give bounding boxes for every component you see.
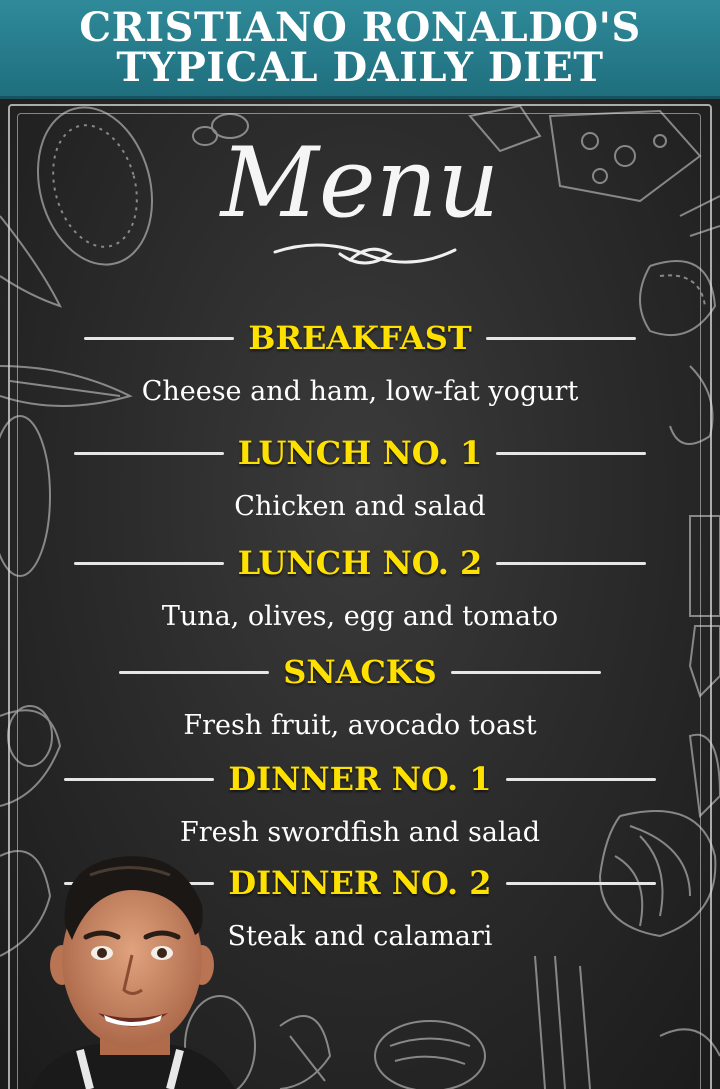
divider-line	[119, 671, 269, 674]
player-portrait	[20, 845, 245, 1089]
header-title-line-1: CRISTIANO RONALDO'S	[79, 4, 641, 51]
section-item: Cheese and ham, low-fat yogurt	[141, 376, 579, 407]
section-heading: DINNER NO. 2	[228, 864, 492, 902]
menu-section-snacks	[0, 652, 720, 746]
divider-line	[64, 778, 214, 781]
divider-line	[506, 882, 656, 885]
section-heading: BREAKFAST	[248, 319, 472, 357]
divider-line	[74, 452, 224, 455]
section-item: Tuna, olives, egg and tomato	[161, 601, 559, 632]
section-item: Fresh fruit, avocado toast	[183, 710, 537, 741]
menu-title: Menu	[220, 127, 500, 239]
menu-section-lunch-2	[0, 543, 720, 637]
divider-line	[496, 452, 646, 455]
menu-section-breakfast	[0, 318, 720, 412]
divider-line	[84, 337, 234, 340]
divider-line	[496, 562, 646, 565]
section-item: Steak and calamari	[227, 921, 493, 952]
page-header	[0, 0, 720, 99]
menu-section-dinner-1	[0, 759, 720, 853]
section-heading: DINNER NO. 1	[228, 760, 492, 798]
section-heading: SNACKS	[283, 653, 437, 691]
section-heading: LUNCH NO. 1	[237, 434, 483, 472]
menu-section-lunch-1	[0, 433, 720, 527]
section-heading: LUNCH NO. 2	[237, 544, 483, 582]
menu-flourish-icon	[270, 232, 460, 276]
header-title-line-2: TYPICAL DAILY DIET	[116, 44, 604, 91]
divider-line	[486, 337, 636, 340]
divider-line	[74, 562, 224, 565]
divider-line	[451, 671, 601, 674]
section-item: Fresh swordfish and salad	[179, 817, 541, 848]
section-item: Chicken and salad	[234, 491, 486, 522]
divider-line	[506, 778, 656, 781]
